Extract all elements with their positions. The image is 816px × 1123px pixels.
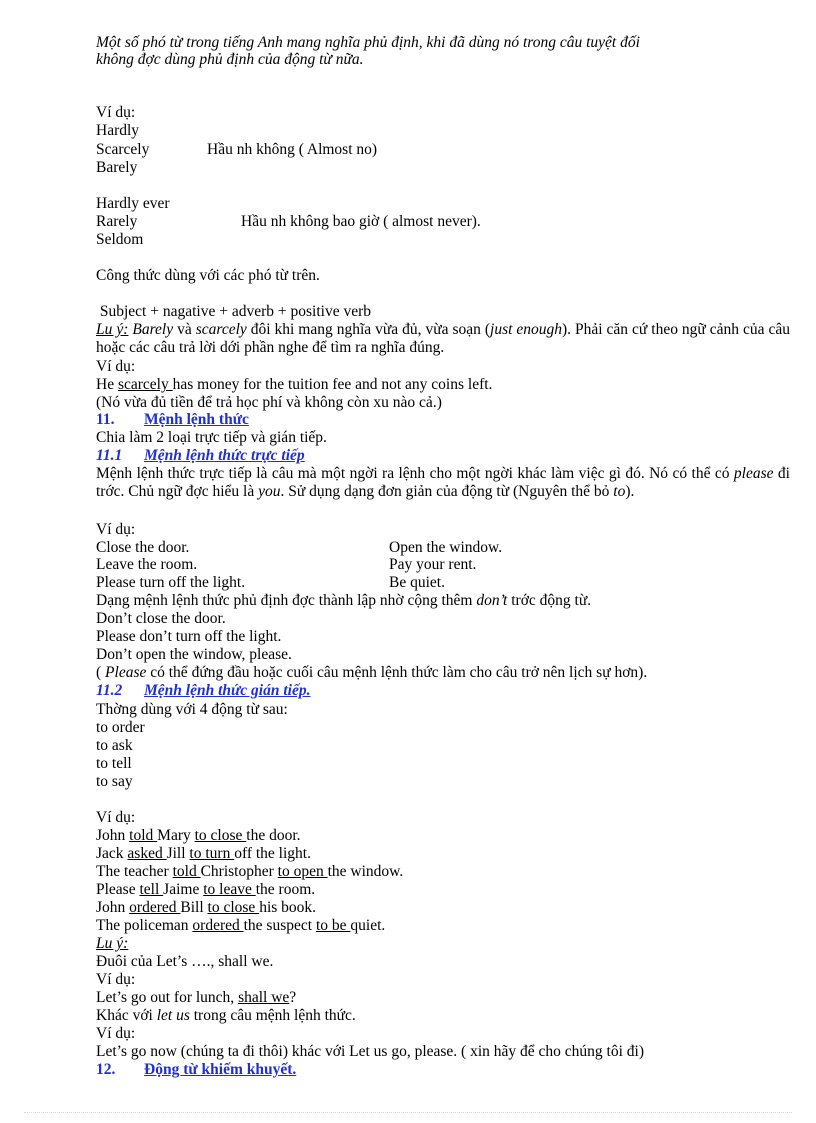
please-note <box>96 664 647 682</box>
example-right-2: Pay your rent. <box>389 556 477 573</box>
indirect-example-4 <box>96 881 315 899</box>
text: . Sử dụng dạng đơn giản của động từ (Nguyên thể bỏ <box>280 483 614 500</box>
text: ). <box>625 483 635 500</box>
tag-question-rule: Đuôi của Let’s …., shall we. <box>96 953 274 970</box>
text: The policeman <box>96 917 193 934</box>
word-seldom: Seldom <box>96 231 144 248</box>
let-us-example: Let’s go now (chúng ta đi thôi) khác với Let us go, please. ( xin hãy để cho chúng tôi đi) <box>96 1043 644 1060</box>
indirect-example-3 <box>96 863 403 881</box>
text: the room. <box>255 881 316 898</box>
negative-example-2: Please don’t turn off the light. <box>96 628 282 645</box>
section-title-link[interactable]: Mệnh lệnh thức gián tiếp. <box>144 682 311 699</box>
term-barely: Barely <box>132 321 174 338</box>
term-to: to <box>613 483 626 500</box>
text: Mary <box>157 827 195 844</box>
indirect-example-1 <box>96 827 301 845</box>
note-label: Lu ý: <box>96 321 129 338</box>
meaning-almost-no: Hầu nh không ( Almost no) <box>207 141 378 158</box>
section-heading-11-1 <box>96 447 305 465</box>
underlined-verb: told <box>129 827 158 844</box>
term-just-enough: just enough <box>490 321 563 338</box>
underlined-infinitive: to be <box>315 917 351 934</box>
example-right-1: Open the window. <box>389 539 503 556</box>
note-text: ). Phải căn cứ theo ngữ cảnh của câu hoặc các câu trả lời dới phần nghe để tìm ra nghĩa đúng. <box>96 321 791 356</box>
text: Please <box>96 881 140 898</box>
note-label: Lu ý: <box>96 935 129 952</box>
text: có thể đứng đầu hoặc cuối câu mệnh lệnh thức làm cho câu trở nên lịch sự hơn). <box>146 664 648 681</box>
verb-to-tell: to tell <box>96 755 132 772</box>
section-heading-11 <box>96 411 249 429</box>
text: off the light. <box>234 845 311 862</box>
word-hardly: Hardly <box>96 122 140 139</box>
example-label: Ví dụ: <box>96 521 136 538</box>
section-heading-12 <box>96 1061 296 1079</box>
indirect-example-5 <box>96 899 316 917</box>
page-bottom-rule <box>24 1112 792 1113</box>
example-right-3: Be quiet. <box>389 574 445 591</box>
section-description: Chia làm 2 loại trực tiếp và gián tiếp. <box>96 429 327 446</box>
text: Khác với <box>96 1007 157 1024</box>
underlined-tag: shall we <box>238 989 290 1006</box>
text: Bill <box>180 899 208 916</box>
section-number: 11. <box>96 411 115 428</box>
section-number: 11.1 <box>96 447 123 464</box>
text: the suspect <box>243 917 316 934</box>
let-us-note <box>96 1007 356 1025</box>
example-label: Ví dụ: <box>96 104 136 121</box>
verb-to-ask: to ask <box>96 737 133 754</box>
word-hardly-ever: Hardly ever <box>96 195 170 212</box>
text: The teacher <box>96 863 173 880</box>
formula: Subject + nagative + adverb + positive verb <box>96 303 372 320</box>
word-barely: Barely <box>96 159 138 176</box>
section-title-link[interactable]: Mệnh lệnh thức trực tiếp <box>144 447 305 464</box>
example-left-3: Please turn off the light. <box>96 574 246 591</box>
section-title[interactable]: Mệnh lệnh thức <box>144 411 249 428</box>
text: Christopher <box>200 863 278 880</box>
section-number: 12. <box>96 1061 116 1078</box>
text: Jaime <box>163 881 204 898</box>
text: Jack <box>96 845 128 862</box>
example-sentence <box>96 376 492 394</box>
text: John <box>96 899 130 916</box>
text: Jill <box>166 845 190 862</box>
term-scarcely: scarcely <box>195 321 247 338</box>
negative-rule <box>96 592 591 610</box>
section-heading-11-2 <box>96 682 310 700</box>
text: John <box>96 827 130 844</box>
term-let-us: let us <box>156 1007 190 1024</box>
example-label: Ví dụ: <box>96 358 136 375</box>
text: đi trớc. Chủ ngữ đợc hiểu là <box>96 465 790 500</box>
text: Mệnh lệnh thức trực tiếp là câu mà một ngời ra lệnh cho một ngời khác làm việc gì đó. Nó có thể có <box>96 465 734 482</box>
underlined-infinitive: to close <box>194 827 247 844</box>
underlined-verb: asked <box>127 845 167 862</box>
example-translation: (Nó vừa đủ tiền để trả học phí và không còn xu nào cả.) <box>96 394 442 411</box>
text: Let’s go out for lunch, <box>96 989 239 1006</box>
section-number: 11.2 <box>96 682 123 699</box>
word-rarely: Rarely <box>96 213 138 230</box>
underlined-verb: told <box>172 863 201 880</box>
text: Dạng mệnh lệnh thức phủ định đợc thành lập nhờ cộng thêm <box>96 592 477 609</box>
negative-example-1: Don’t close the door. <box>96 610 226 627</box>
indirect-example-6 <box>96 917 385 935</box>
indirect-example-2 <box>96 845 311 863</box>
verb-to-say: to say <box>96 773 133 790</box>
term-please: Please <box>105 664 147 681</box>
text: He <box>96 376 118 393</box>
example-left-2: Leave the room. <box>96 556 198 573</box>
text: his book. <box>259 899 317 916</box>
meaning-almost-never: Hầu nh không bao giờ ( almost never). <box>241 213 481 230</box>
text: the window. <box>327 863 404 880</box>
negative-example-3: Don’t open the window, please. <box>96 646 292 663</box>
text: trong câu mệnh lệnh thức. <box>189 1007 356 1024</box>
underlined-infinitive: to open <box>277 863 328 880</box>
text: the door. <box>246 827 301 844</box>
section-title[interactable]: Động từ khiếm khuyết. <box>144 1061 297 1078</box>
example-left-1: Close the door. <box>96 539 190 556</box>
note-text: và <box>173 321 196 338</box>
underlined-verb: ordered <box>129 899 181 916</box>
underlined-verb: tell <box>139 881 164 898</box>
example-label: Ví dụ: <box>96 1025 136 1042</box>
intro-line-1: Một số phó từ trong tiếng Anh mang nghĩa phủ định, khi đã dùng nó trong câu tuyệt đối <box>96 34 640 51</box>
underlined-word: scarcely <box>117 376 173 393</box>
text: ( <box>96 664 106 681</box>
formula-intro: Công thức dùng với các phó từ trên. <box>96 267 320 284</box>
term-dont: don’t <box>476 592 508 609</box>
text: ? <box>289 989 297 1006</box>
text: trớc động từ. <box>507 592 592 609</box>
tag-question-example <box>96 989 296 1007</box>
underlined-infinitive: to turn <box>189 845 235 862</box>
direct-imperative-paragraph <box>96 465 790 501</box>
term-you: you <box>258 483 281 500</box>
text: quiet. <box>350 917 386 934</box>
example-label: Ví dụ: <box>96 971 136 988</box>
verb-to-order: to order <box>96 719 145 736</box>
underlined-infinitive: to leave <box>203 881 256 898</box>
note-barely-scarcely <box>96 321 790 357</box>
intro-line-2: không đợc dùng phủ định của động từ nữa. <box>96 51 364 68</box>
underlined-infinitive: to close <box>207 899 260 916</box>
word-scarcely: Scarcely <box>96 141 150 158</box>
indirect-intro: Thờng dùng với 4 động từ sau: <box>96 701 288 718</box>
note-text: đôi khi mang nghĩa vừa đủ, vừa soạn ( <box>246 321 491 338</box>
underlined-verb: ordered <box>192 917 244 934</box>
text: has money for the tuition fee and not any coins left. <box>172 376 493 393</box>
example-label: Ví dụ: <box>96 809 136 826</box>
term-please: please <box>733 465 774 482</box>
